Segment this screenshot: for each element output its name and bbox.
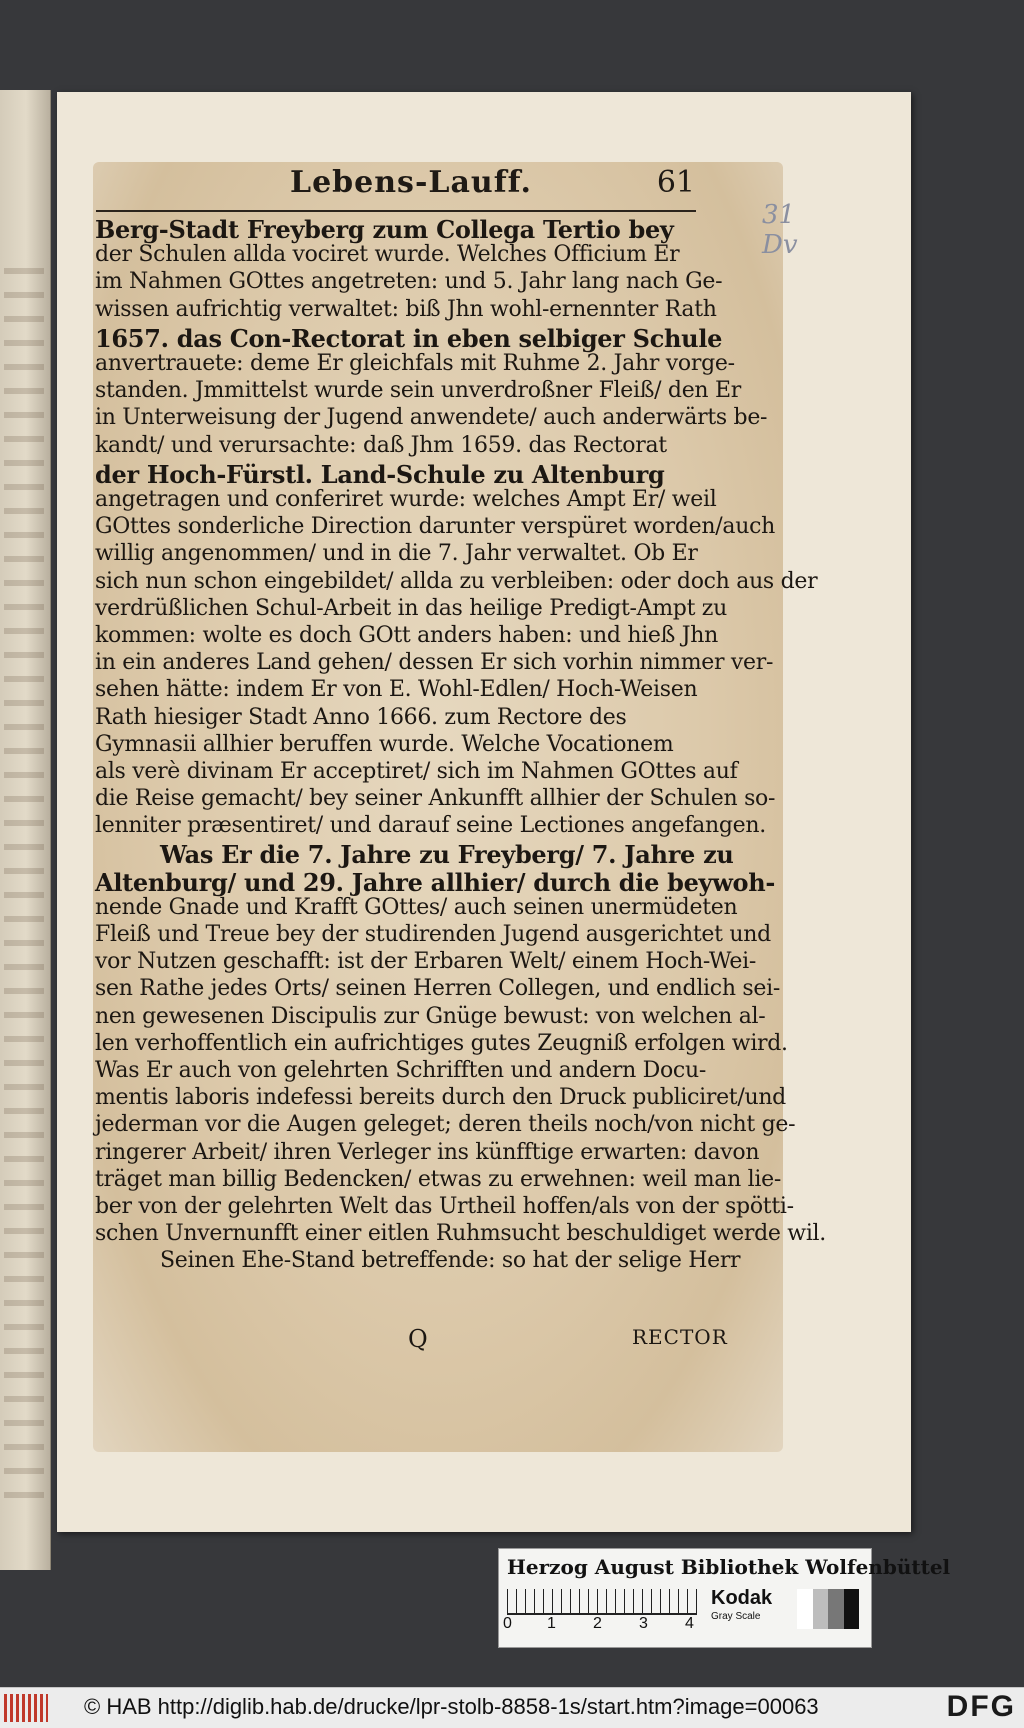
ruler-number: 1: [547, 1615, 556, 1632]
text-line: in Unterweisung der Jugend anwendete/ auch anderwärts be-: [95, 405, 768, 431]
text-line: sehen hätte: indem Er von E. Wohl-Edlen/ Hoch-Weisen: [95, 677, 698, 703]
ruler-number: 4: [685, 1615, 694, 1632]
text-line: mentis laboris indefessi bereits durch den Druck publiciret/und: [95, 1085, 786, 1111]
text-line: Seinen Ehe-Stand betreffende: so hat der selige Herr: [160, 1248, 741, 1274]
gray-scale-label: Gray Scale: [711, 1611, 761, 1622]
facing-page-edge: [0, 90, 51, 1570]
text-line: Fleiß und Treue bey der studirenden Jugend ausgerichtet und: [95, 922, 771, 947]
text-line: der Hoch-Fürstl. Land-Schule zu Altenburg: [95, 459, 665, 489]
text-line: ringerer Arbeit/ ihren Verleger ins künfftige erwarten: davon: [95, 1139, 760, 1165]
page-number: 61: [656, 165, 695, 200]
text-line: standen. Jmmittelst wurde sein unverdroßner Fleiß/ den Er: [95, 378, 741, 404]
text-line: kommen: wolte es doch GOtt anders haben: und hieß Jhn: [95, 623, 718, 648]
dfg-logo: DFG: [946, 1690, 1016, 1723]
text-line: als verè divinam Er acceptiret/ sich im Nahmen GOttes auf: [95, 759, 738, 784]
text-line: Rath hiesiger Stadt Anno 1666. zum Rectore des: [95, 704, 627, 730]
library-name: Herzog August Bibliothek Wolfenbüttel: [507, 1555, 951, 1579]
footer-bar: [0, 1687, 1024, 1728]
text-line: Gymnasii allhier beruffen wurde. Welche Vocationem: [95, 731, 674, 757]
margin-note-line: 31: [762, 200, 796, 230]
text-line: Berg-Stadt Freyberg zum Collega Tertio bey: [95, 215, 674, 244]
text-line: die Reise gemacht/ bey seiner Ankunfft allhier der Schulen so-: [95, 786, 776, 812]
signature-mark: Q: [408, 1325, 428, 1353]
ruler-number: 2: [593, 1615, 602, 1632]
scale-ruler: [507, 1589, 697, 1615]
ruler-number: 3: [639, 1615, 648, 1632]
text-line: vor Nutzen geschafft: ist der Erbaren Welt/ einem Hoch-Wei-: [95, 949, 756, 975]
text-line: sen Rathe jedes Orts/ seinen Herren Collegen, und endlich sei-: [95, 976, 780, 1002]
text-line: wissen aufrichtig verwaltet: biß Jhn wohl-ernennter Rath: [95, 296, 717, 322]
text-line: träget man billig Bedencken/ etwas zu erwehnen: weil man lie-: [95, 1166, 782, 1192]
hab-logo-icon: [4, 1694, 48, 1722]
text-line: verdrüßlichen Schul-Arbeit in das heilige Predigt-Ampt zu: [95, 595, 727, 621]
text-line: kandt/ und verursachte: daß Jhm 1659. das Rectorat: [95, 432, 667, 458]
text-line: schen Unvernunfft einer eitlen Ruhmsucht beschuldiget werde wil.: [95, 1221, 826, 1247]
text-line: im Nahmen GOttes angetreten: und 5. Jahr lang nach Ge-: [95, 269, 723, 295]
catchword: RECTOR: [632, 1325, 728, 1349]
text-line: anvertrauete: deme Er gleichfals mit Ruhme 2. Jahr vorge-: [95, 351, 735, 376]
kodak-label: Kodak: [711, 1587, 773, 1609]
text-line: lenniter præsentiret/ und darauf seine Lectiones angefangen.: [95, 813, 766, 839]
text-line: ber von der gelehrten Welt das Urtheil hoffen/als von der spötti-: [95, 1194, 794, 1219]
margin-note: [762, 200, 798, 260]
text-line: len verhoffentlich ein aufrichtiges gutes Zeugniß erfolgen wird.: [95, 1030, 788, 1056]
gray-patches: [797, 1589, 859, 1629]
running-head: [95, 165, 695, 205]
text-line: nen gewesenen Discipulis zur Gnüge bewust: von welchen al-: [95, 1003, 766, 1029]
text-line: Altenburg/ und 29. Jahre allhier/ durch die beywoh-: [95, 867, 776, 897]
text-line: der Schulen allda vociret wurde. Welches Officium Er: [95, 242, 680, 268]
text-line: nende Gnade und Krafft GOttes/ auch seinen unermüdeten: [95, 894, 738, 920]
text-line: GOttes sonderliche Direction darunter verspüret worden/auch: [95, 514, 775, 540]
text-line: sich nun schon eingebildet/ allda zu verbleiben: oder doch aus der: [95, 568, 818, 594]
ruler-number: 0: [503, 1615, 512, 1632]
text-line: 1657. das Con-Rectorat in eben selbiger Schule: [95, 323, 723, 353]
text-line: jederman vor die Augen geleget; deren theils noch/von nicht ge-: [95, 1112, 796, 1138]
text-line: Was Er auch von gelehrten Schrifften und andern Docu-: [95, 1058, 706, 1083]
text-line: in ein anderes Land gehen/ dessen Er sich vorhin nimmer ver-: [95, 650, 774, 676]
head-rule: [96, 210, 696, 212]
color-calibration-card: [498, 1548, 951, 1648]
text-line: Was Er die 7. Jahre zu Freyberg/ 7. Jahre zu: [160, 840, 734, 870]
margin-note-line: Dv: [762, 230, 798, 260]
running-title: Lebens-Lauff.: [290, 165, 532, 200]
text-line: willig angenommen/ und in die 7. Jahr verwaltet. Ob Er: [95, 541, 698, 567]
permalink[interactable]: © HAB http://diglib.hab.de/drucke/lpr-stolb-8858-1s/start.htm?image=00063: [84, 1694, 819, 1719]
text-line: angetragen und conferiret wurde: welches Ampt Er/ weil: [95, 487, 717, 512]
